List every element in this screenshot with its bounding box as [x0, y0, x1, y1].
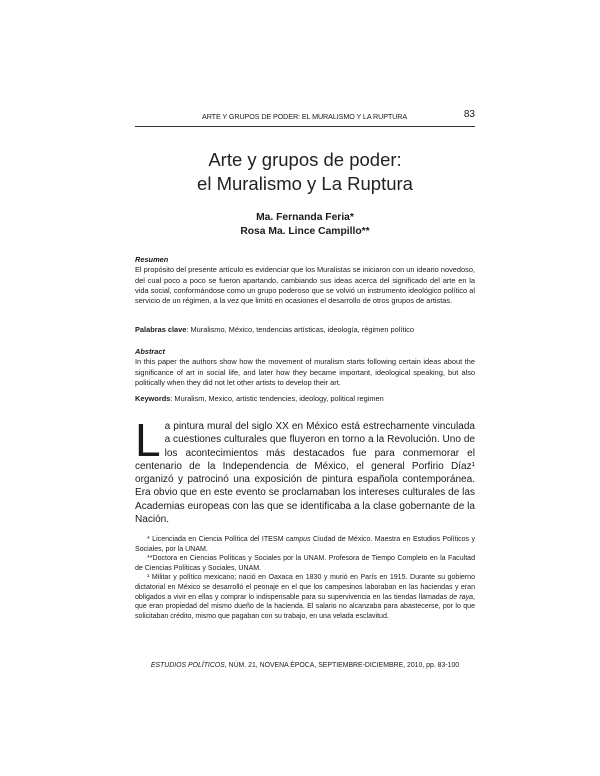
page-number: 83 — [463, 109, 475, 120]
article-title-line-2: el Muralismo y La Ruptura — [197, 173, 413, 194]
footnote-1-text-a: * Licenciada en Ciencia Política del ITESM — [147, 536, 286, 543]
palabras-clave-label: Palabras clave — [135, 325, 187, 334]
abstract-heading: Abstract — [135, 347, 165, 356]
footer-journal: ESTUDIOS POLÍTICOS — [150, 662, 225, 669]
abstract-text: In this paper the authors show how the movement of muralism starts following certain ideas about the significance of art in social life, and later how they became important, ideological speaking, but also politically when they did not let other artists to develop their art. — [135, 357, 475, 387]
footnote-3 — [135, 573, 475, 621]
footnote-2: **Doctora en Ciencias Políticas y Sociales por la UNAM. Profesora de Tiempo Completo en la Facultad de Ciencias Políticas y Sociales, UNAM. — [135, 555, 475, 572]
resumen-section — [135, 255, 475, 306]
abstract-section — [135, 347, 475, 388]
drop-cap: L — [135, 414, 161, 466]
keywords — [135, 394, 475, 404]
body-paragraph — [135, 414, 475, 526]
keywords-text: : Muralism, Mexico, artistic tendencies, ideology, political regimen — [170, 394, 384, 403]
footnote-3-text-b: , que eran propiedad del mismo dueño de la hacienda. El salario no alcanzaba para abastecerse, por lo que solicitaban crédito, mismo que pagaban con su trabajo, en una velada esclavitud. — [135, 593, 475, 620]
footnote-1-text-b: Ciudad de México. Maestra en Estudios Políticos y Sociales, por la UNAM. — [135, 536, 476, 553]
resumen-heading: Resumen — [135, 255, 169, 264]
footnote-1 — [135, 535, 475, 554]
footnote-3-text-a: ¹ Militar y político mexicano; nació en Oaxaca en 1830 y murió en París en 1915. Durante su gobierno dictatorial en México se desarrolló el peonaje en el que los campesinos laboraban en las haciendas y eran obligados a vivir en ellas y comprar lo indispensable para su supervivencia en las tiendas llamadas — [135, 574, 475, 601]
author-1: Ma. Fernanda Feria* — [256, 212, 354, 223]
footnotes — [135, 535, 475, 621]
keywords-label: Keywords — [135, 394, 171, 403]
page-footer — [135, 662, 475, 669]
resumen-text: El propósito del presente artículo es evidenciar que los Muralistas se iniciaron con un ideario novedoso, del cual poco a poco se fueron apartando, cambiando sus ideas acerca del significado del arte en la vida social, conformándose como un grupo poderoso que se volvió un instrumento ideológico político al servicio de un régimen, a la vez que limitó en ocasiones el desarrollo de otros grupos de artistas. — [135, 265, 475, 306]
palabras-clave-text: : Muralismo, México, tendencias artísticas, ideología, régimen político — [186, 325, 414, 334]
author-2: Rosa Ma. Lince Campillo** — [240, 226, 370, 237]
running-title: ARTE Y GRUPOS DE PODER: EL MURALISMO Y LA RUPTURA — [202, 112, 408, 121]
footnote-3-italic: de raya — [449, 593, 474, 601]
article-title-line-1: Arte y grupos de poder: — [208, 149, 402, 170]
footer-details: , NÚM. 21, NOVENA ÉPOCA, SEPTIEMBRE-DICIEMBRE, 2010, pp. 83-100 — [224, 662, 460, 669]
palabras-clave — [135, 325, 475, 335]
body-text: a pintura mural del siglo XX en México está estrechamente vinculada a cuestiones culturales que fluyeron en torno a la Revolución. Uno de los acontecimientos más destacados fue para conmemorar el centenario de la Independencia de México, el general Porfirio Díaz¹ organizó y patrocinó una exposición de pintura española contemporánea. Era obvio que en este evento se proclamaban los intereses culturales de las Academias europeas con las que se identificaba a la clase gobernante de la Nación. — [135, 421, 475, 526]
footnote-1-italic: campus — [285, 536, 311, 543]
running-header — [135, 109, 475, 127]
